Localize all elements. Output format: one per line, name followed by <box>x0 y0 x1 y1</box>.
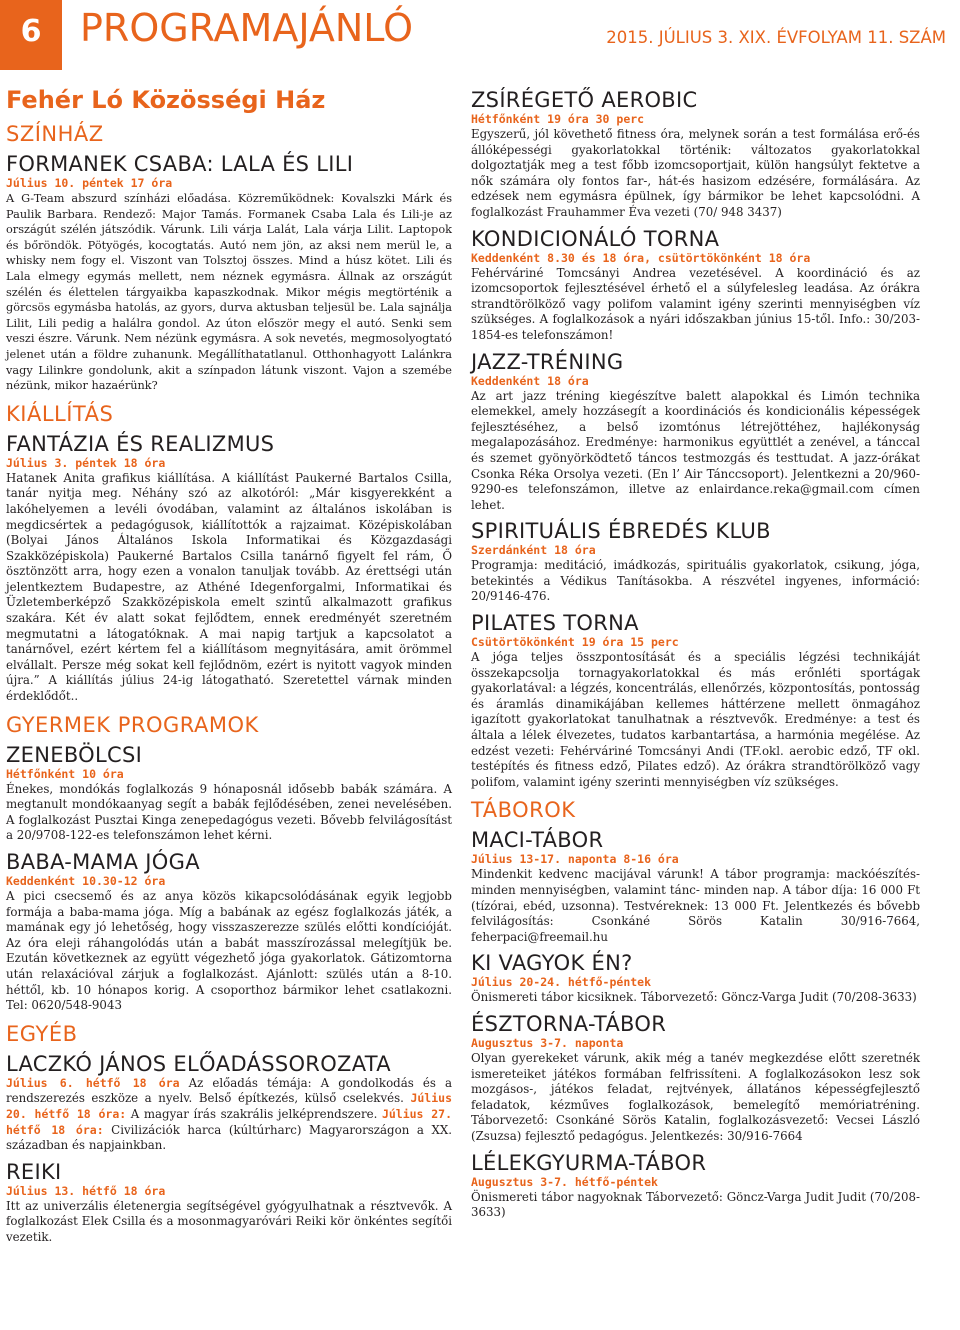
event-detail: Az előadás témája: A gondolkodás és a rendszerezés eszköze a nyelv. Belső építkezés, külső cselekvés. <box>6 1075 452 1106</box>
event-title: KONDICIONÁLÓ TORNA <box>471 226 720 251</box>
event-title: ZSÍRÉGETŐ AEROBIC <box>471 88 698 112</box>
event-description: Programja: meditáció, imádkozás, spirituális gyakorlatok, csikung, jóga, betekintés a Védikus Tanításokba. A részvétel ingyenes, információ: 20/9146-476. <box>471 558 920 604</box>
event-description: Önismereti tábor nagyoknak Táborvezető: Göncz-Varga Judit Judit (70/208-3633) <box>471 1189 920 1220</box>
event-title: BABA-MAMA JÓGA <box>6 850 200 874</box>
event-title: MACI-TÁBOR <box>471 828 604 853</box>
event-laczko-janos <box>6 1052 452 1154</box>
category-exhibition: KIÁLLÍTÁS <box>6 401 114 426</box>
event-title: KI VAGYOK ÉN? <box>471 951 633 976</box>
event-description: Énekes, mondókás foglalkozás 9 hónaposnál idősebb babák számára. A megtanult mondókaanyag segít a babák fejlődésében, zenei nevelésében. A foglalkozást Pusztai Kinga zenepedagógus vezeti. Bővebb felvilágosítást a 20/9708-122-es telefonszámon lehet kérni. <box>6 781 452 843</box>
event-title: ZENEBÖLCSI <box>6 742 143 767</box>
event-pilates-torna <box>471 611 920 790</box>
event-maci-tabor <box>471 828 920 945</box>
section-title: PROGRAMAJÁNLÓ <box>80 6 414 50</box>
event-description: A G-Team abszurd színházi előadása. Közreműködnek: Kovalszki Márk és Paulik Barbara. Rendező: Major Tamás. Formanek Csaba Lala és Lili-je az országút szélén játszódik. Várunk. Lili várja Lalát, Lala várja Lilit. Laptopok és bőröndök. Pötyögés, kocogtatás. Autó nem jön, az aksi nem merül le, a whisky nem fogy el. Viszont van Tolsztoj összes. Mind a húsz kötet. Lili és Lala elmegy egymás mellett, nem néznek egymásra. Állnak az országút szélén és élettelen tárgyaikba kapaszkodnak. Mikor mégis megtörténik a görcsös egymásba hatolás, az gyors, durva aktusban teljesül be. Lala sajnálja Lilit, Lili pedig a halálra gondol. Az úton először megy el autó. Senki sem veszi észre. Várunk. Nem nézünk egymásra. A sok nevetés, megmosolyogtató jelenet után a földre zuhanunk. Megállíthatatlanul. Otthonhagyott Lalánkra vagy Lilinkre gondolunk, akit a színpadon látunk viszont. Vajon a szemébe nézünk, mikor hazaérünk? <box>6 192 452 393</box>
event-description: Itt az univerzális életenergia segítségével gyógyulhatnak a résztvevők. A foglalkozást Elek Csilla és a mosonmagyaróvári Reiki kör önkéntes segítői vezetik. <box>6 1198 452 1244</box>
event-description <box>6 1076 452 1154</box>
event-time: Csütörtökönként 19 óra 15 perc <box>471 635 679 650</box>
event-description: Önismereti tábor kicsiknek. Táborvezető: Göncz-Varga Judit (70/208-3633) <box>471 990 917 1005</box>
event-title: FORMANEK CSABA: LALA ÉS LILI <box>6 152 354 176</box>
event-description: A pici csecsemő és az anya közös kikapcsolódásának egyik legjobb formája a baba-mama jóga. Míg a babának az egész foglalkozás játék, a mamának egy jó lehetőség, hogy visszaszerezze szülés előtti kondícióját. Az óra eleji ráhangolódás után a babát masszírozással melegítjük be. Ezután következnek az együtt végezhető jóga gyakorlatok. Gátizomtorna után relaxációval zárjuk a foglalkozást. Ajánlott: szülés után a 8-10. héttől, kb. 10 hónapos korig. A csoporthoz bármikor lehet csatlakozni. Tel: 0620/548-9043 <box>6 889 452 1013</box>
event-time: Keddenként 10.30-12 óra <box>6 874 166 888</box>
event-time: Keddenként 8.30 és 18 óra, csütörtökönként 18 óra <box>471 250 811 265</box>
issue-info: 2015. JÚLIUS 3. XIX. ÉVFOLYAM 11. SZÁM <box>606 28 946 47</box>
category-camps: TÁBOROK <box>471 798 576 823</box>
event-ki-vagyok-en <box>471 951 920 1006</box>
event-description: Az art jazz tréning kiegészítve balett alapokkal és Limón technika elemekkel, amely hozzásegít a koordinációs és kondicionális képességek fejlesztéséhez, a belső izomtónus létrejöttéhez, hajlékonyság megalapozásához. Eredménye: harmonikus együttlét a zenével, a tánccal és szemet gyönyörködtető táncos testmozgás és testtudat. A jazz-órákat Csonka Réka Orsolya vezeti. (En l’ Air Tánccsoport). Jelentkezni a 20/960-9290-es telefonszámon, illetve az enlairdance.reka@gmail.com címen lehet. <box>471 388 920 512</box>
event-lala-es-lili <box>6 152 452 394</box>
event-time: Július 20. hétfő 18 óra: <box>6 1091 452 1121</box>
event-time: Keddenként 18 óra <box>471 373 589 388</box>
event-time: Július 20-24. hétfő-péntek <box>471 975 652 990</box>
event-time: Július 6. hétfő 18 óra <box>6 1075 180 1090</box>
event-detail: Civilizációk harca (kúltúrharc) Magyarországon a XX. században és napjainkban. <box>6 1122 452 1153</box>
event-baba-mama-joga <box>6 850 452 1014</box>
event-esztorna-tabor <box>471 1012 920 1145</box>
event-description: Hatanek Anita grafikus kiállítása. A kiállítást Paukerné Bartalos Csilla, tanár nyitja meg. Néhány szó az alkotóról: „Már kisgyerekként a lakóhelyemen a levéli óvodában, valamint az általános iskolában is megdicsértek a pedagógusok, kiállítottók a rajzaimat. Középiskolában (Bolyai János Általános Iskola Informatikai és Közgazdasági Szakközépiskola) Paukerné Bartalos Csilla tanárnő figyelt fel rám, Ő ösztönzött arra, hogy ezen a vonalon tanuljak tovább. Az érettségi után jelentkeztem Budapestre, az Athéné Idegenforgalmi, Informatikai és Üzletemberképző Szakközépiskola emelt szintű alkalmazott grafikus szakára. Két év alatt sokat fejlődtem, ennek eredményét szeretném megmutatni a látogatóknak. A mai napig tartjuk a kapcsolatot a tanárnővel, ezért kértem fel a kiállításom megnyitására, amit örömmel elvállalt. Persze még sokat kell fejlődnöm, ezért is nyitott vagyok minden újra.” A kiállítás július 24-ig látogatható. Szeretettel várnak minden érdeklődőt.. <box>6 470 452 704</box>
event-title: ÉSZTORNA-TÁBOR <box>471 1011 667 1036</box>
event-detail: A magyar írás szakrális jelképrendszere. <box>126 1106 378 1121</box>
page-header <box>0 0 960 70</box>
venue-title: Fehér Ló Közösségi Ház <box>6 86 326 114</box>
event-spiritualis-ebredes <box>471 519 920 605</box>
event-description: Mindenkit kedvenc macijával várunk! A tábor programja: mackóészítés- minden mennyiségben, valamint tánc- minden nap. A tábor díja: 16 000 Ft (tízórai, ebéd, uzsonna). Testvéreknek: 13 000 Ft. Jelentkezés és bővebb felvilágosítás: Csonkáné Sörös Katalin 30/916-7664, feherpaci@freemail.hu <box>471 867 920 944</box>
event-description: A jóga teljes összpontosítását és a speciális légzési technikáját összekapcsolja tornagyakorlatokkal és más erőnléti sportágak gyakorlatával: a légzés, koncentrálás, ellenőrzés, központosítás, pontosság és áramlás dinamikájában kellemes háttérzene mellett önmagához igazított gyakorlatokat tanulhatnak a résztvevők. Eredménye: a test és általa a lélek élvezetes, tudatos karbantartása, a harmónia megélése. Az edzést vezeti: Fehérváriné Tomcsányi Andi (TF.okl. aerobic edző, TF okl. testépítés és fitness edző, Pilates edző). Az órákra strandtörölköző vagy polifom, valamint igény szerinti mennyiségben víz szükséges. <box>471 650 920 789</box>
event-kondicionalo-torna <box>471 227 920 344</box>
event-zsiregeto-aerobic <box>471 88 920 221</box>
event-fantazia-es-realizmus <box>6 432 452 705</box>
event-time: Augusztus 3-7. naponta <box>471 1035 624 1050</box>
category-theatre: SZÍNHÁZ <box>6 122 104 146</box>
event-time: Hétfőnként 10 óra <box>6 766 124 781</box>
event-time: Augusztus 3-7. hétfő-péntek <box>471 1174 658 1189</box>
event-title: JAZZ-TRÉNING <box>471 349 624 374</box>
event-title: LÉLEKGYURMA-TÁBOR <box>471 1150 707 1175</box>
event-description: Fehérváriné Tomcsányi Andrea vezetésével. A koordináció és az izomcsoportok fejlesztésével érhető el a súlyfelesleg leadása. Az órákra strandtörölköző vagy polifom valamint igény szerinti mennyiségben víz szükséges. A foglalkozások a nyári időszakban június 15-től. Info.: 30/203-1854-es telefonszámon! <box>471 265 920 342</box>
page-number: 6 <box>0 0 62 70</box>
event-title: FANTÁZIA ÉS REALIZMUS <box>6 431 275 456</box>
event-description: Olyan gyerekeket várunk, akik még a tanév megkezdése előtt szeretnék ismereteiket játékos formában felfrissíteni. A foglalkozásokon lesz sok mozgásos-, játékos feladat, rejtvények, állatános képességfejlesztő feladatok, kézműves foglalkozások, bemelegítő memóriatréning. Táborvezető: Csonkáné Sörös Katalin, foglalkozásvezető: Vecsei László (Zsuzsa) fejlesztő pedagógus. Jelentkezés: 30/916-7664 <box>471 1050 920 1143</box>
event-title: REIKI <box>6 1159 62 1184</box>
event-zenebolcsi <box>6 743 452 844</box>
category-other: EGYÉB <box>6 1021 78 1046</box>
category-kids: GYERMEK PROGRAMOK <box>6 712 259 737</box>
event-reiki <box>6 1160 452 1246</box>
event-time: Július 3. péntek 18 óra <box>6 455 166 470</box>
event-time: Július 10. péntek 17 óra <box>6 176 173 190</box>
event-time: Július 13-17. naponta 8-16 óra <box>471 852 679 867</box>
event-time: Hétfőnként 19 óra 30 perc <box>471 112 645 126</box>
event-title: LACZKÓ JÁNOS ELŐADÁSSOROZATA <box>6 1051 391 1076</box>
event-time: Július 13. hétfő 18 óra <box>6 1183 166 1198</box>
event-title: PILATES TORNA <box>471 611 639 636</box>
right-column <box>471 84 920 1221</box>
event-lelekgyurma-tabor <box>471 1151 920 1221</box>
event-jazz-trening <box>471 350 920 514</box>
left-column <box>6 84 452 1246</box>
event-time: Július 27. hétfő 18 óra: <box>6 1106 452 1137</box>
event-time: Szerdánként 18 óra <box>471 543 596 558</box>
event-title: SPIRITUÁLIS ÉBREDÉS KLUB <box>471 519 771 544</box>
event-description: Egyszerű, jól követhető fitness óra, melynek során a test formálása erő-és állóképességi gyakorlatokkal történik: változatos gyakorlatokkal dolgoztatják meg a test főbb izomcsoportjait, külön hangsúlyt fektetve a nők számára oly fontos far-, hát-és hasizom edzésére, formálására. Az edzések nem egymásra épülnek, így bármikor be lehet kapcsolódni. A foglalkozást Frauhammer Éva vezeti (70/ 948 3437) <box>471 127 920 219</box>
